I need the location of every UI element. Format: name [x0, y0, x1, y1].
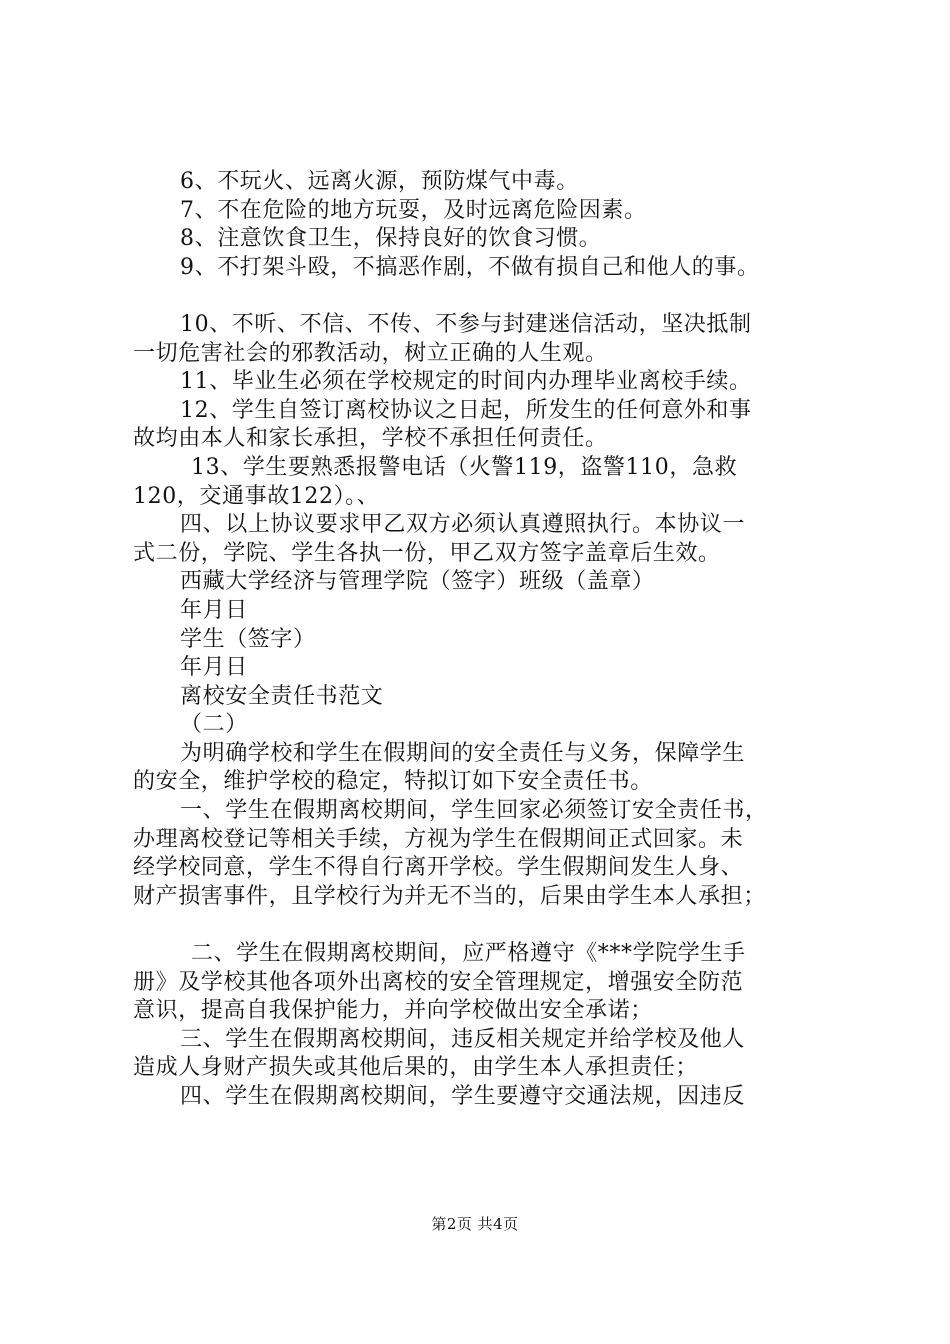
section-title: 离校安全责任书范文: [180, 683, 384, 709]
preamble-line-2: 的安全，维护学校的稳定，特拟订如下安全责任书。: [133, 769, 653, 795]
article-2-line-1: 二、学生在假期离校期间，应严格遵守《***学院学生手: [191, 941, 746, 967]
article-1-line-2: 办理离校登记等相关手续，方视为学生在假期间正式回家。未: [133, 826, 744, 852]
article-2-line-3: 意识，提高自我保护能力，并向学校做出安全承诺；: [133, 998, 653, 1024]
clause-6: 6、不玩火、远离火源，预防煤气中毒。: [180, 169, 579, 194]
school-signature-line: 西藏大学经济与管理学院（签字）班级（盖章）: [180, 569, 655, 595]
clause-7: 7、不在危险的地方玩耍，及时远离危险因素。: [180, 197, 647, 223]
clause-13-line-2: 120，交通事故122）。、: [133, 483, 380, 509]
article-1-line-1: 一、学生在假期离校期间，学生回家必须签订安全责任书，: [180, 798, 768, 824]
section-number: （二）: [180, 712, 248, 738]
clause-11: 11、毕业生必须在学校规定的时间内办理毕业离校手续。: [180, 369, 752, 395]
clause-13-line-1: 13、学生要熟悉报警电话（火警119，盗警110，急救: [191, 454, 738, 480]
document-body: [133, 168, 833, 1112]
article-3-line-1: 三、学生在假期离校期间，违反相关规定并给学校及他人: [180, 1026, 746, 1052]
school-date-line: 年月日: [180, 597, 248, 623]
clause-12-line-1: 12、学生自签订离校协议之日起，所发生的任何意外和事: [180, 397, 752, 423]
paragraph-gap: [133, 911, 833, 940]
article-4-line-1: 四、学生在假期离校期间，学生要遵守交通法规，因违反: [180, 1084, 746, 1109]
section-4-line-2: 式二份，学院、学生各执一份，甲乙双方签字盖章后生效。: [133, 540, 721, 566]
clause-8: 8、注意饮食卫生，保持良好的饮食习惯。: [180, 226, 602, 252]
preamble-line-1: 为明确学校和学生在假期间的安全责任与义务，保障学生: [180, 740, 746, 766]
page-number-footer: 第2页 共4页: [431, 1215, 519, 1233]
article-1-line-3: 经学校同意，学生不得自行离开学校。学生假期间发生人身、: [133, 855, 744, 881]
article-3-line-2: 造成人身财产损失或其他后果的，由学生本人承担责任；: [133, 1055, 699, 1081]
student-date-line: 年月日: [180, 655, 248, 681]
student-signature-line: 学生（签字）: [180, 626, 316, 652]
clause-10-line-2: 一切危害社会的邪教活动，树立正确的人生观。: [133, 340, 608, 366]
clause-9: 9、不打架斗殴，不搞恶作剧，不做有损自己和他人的事。: [180, 254, 760, 280]
clause-10-line-1: 10、不听、不信、不传、不参与封建迷信活动，坚决抵制: [180, 311, 752, 337]
article-1-line-4: 财产损害事件，且学校行为并无不当的，后果由学生本人承担；: [133, 883, 766, 909]
article-2-line-2: 册》及学校其他各项外出离校的安全管理规定，增强安全防范: [133, 969, 744, 995]
paragraph-gap: [133, 282, 833, 311]
clause-12-line-2: 故均由本人和家长承担，学校不承担任何责任。: [133, 426, 608, 452]
section-4-line-1: 四、以上协议要求甲乙双方必须认真遵照执行。本协议一: [180, 512, 746, 538]
